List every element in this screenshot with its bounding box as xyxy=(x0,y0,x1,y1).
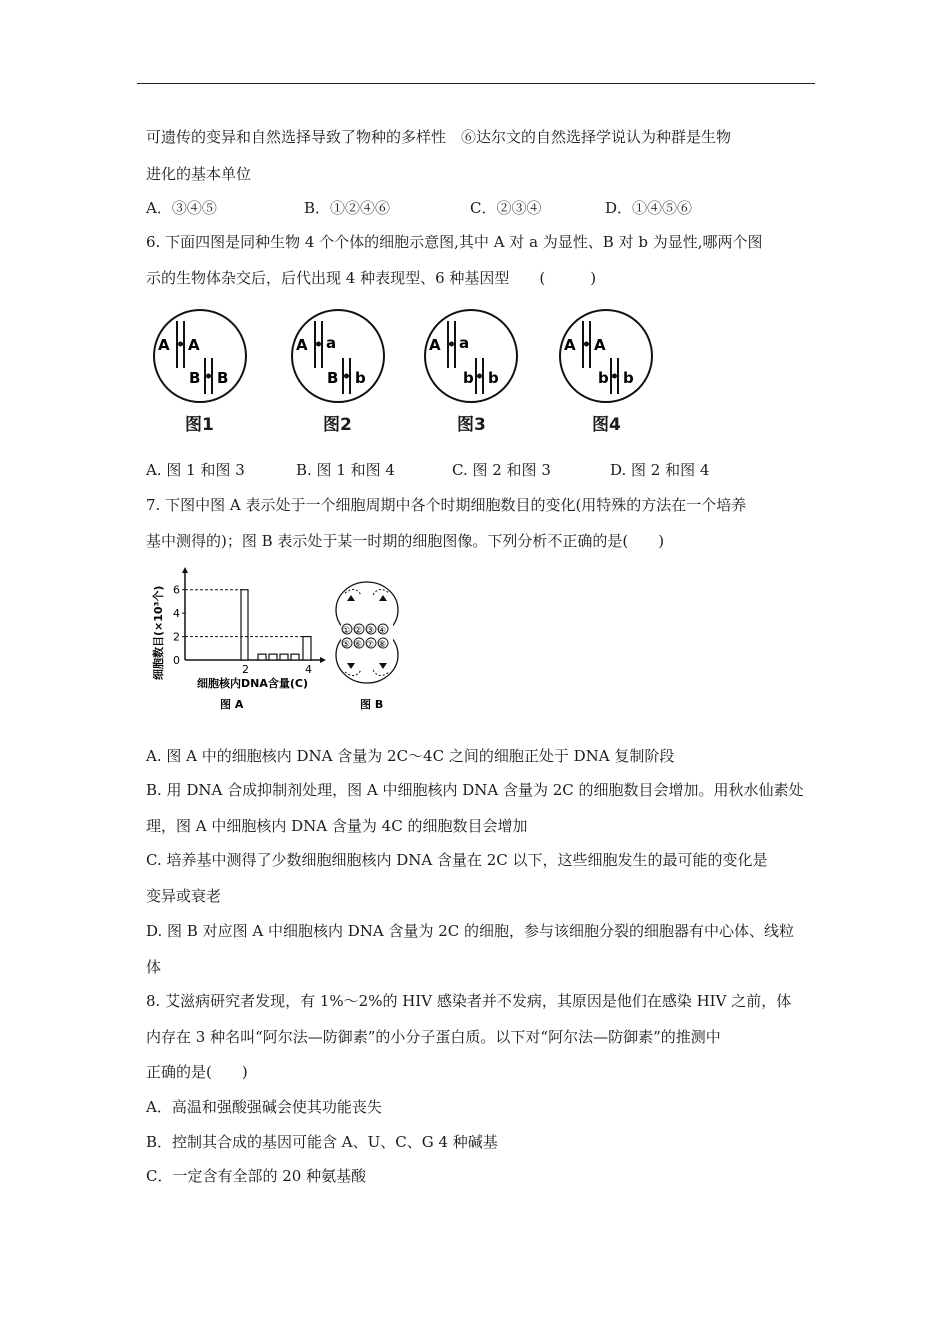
option-a[interactable]: A．③④⑤ xyxy=(146,199,217,217)
cell-number: ⑥ xyxy=(354,640,363,650)
option-d[interactable]: D．①④⑤⑥ xyxy=(605,199,693,217)
figure-b-caption: 图 B xyxy=(360,698,384,711)
figure-caption: 图3 xyxy=(457,415,486,435)
cell-number: ⑦ xyxy=(366,640,375,650)
figure-caption: 图1 xyxy=(185,415,214,435)
q7-option-d[interactable]: D. 图 B 对应图 A 中细胞核内 DNA 含量为 2C 的细胞，参与该细胞分裂的细胞器有中心体、线粒 xyxy=(146,922,795,940)
option-a[interactable]: A. 图 1 和图 3 xyxy=(146,461,245,479)
q6-stem: 6. 下面四图是同种生物 4 个个体的细胞示意图,其中 A 对 a 为显性、B 对 b 为显性,哪两个图 xyxy=(146,233,763,251)
bar-3 xyxy=(280,654,288,660)
q7-option-a[interactable]: A. 图 A 中的细胞核内 DNA 含量为 2C～4C 之间的细胞正处于 DNA 复制阶段 xyxy=(146,747,675,765)
allele-label: b xyxy=(598,369,609,387)
figure-caption: 图2 xyxy=(323,415,352,435)
q7-option-b[interactable]: B. 用 DNA 合成抑制剂处理，图 A 中细胞核内 DNA 含量为 2C 的细胞数目会增加。用秋水仙素处 xyxy=(146,781,804,799)
q7-option-d-cont: 体 xyxy=(146,958,162,976)
allele-label: A xyxy=(296,336,308,354)
cell-number: ② xyxy=(354,626,363,636)
allele-label: a xyxy=(326,334,337,352)
figure-b-cell xyxy=(336,582,398,683)
q7-option-c-cont: 变异或衰老 xyxy=(146,887,222,905)
y-tick-label: 6 xyxy=(173,583,180,597)
cell-diagram-4 xyxy=(556,306,656,406)
q7-option-c[interactable]: C. 培养基中测得了少数细胞细胞核内 DNA 含量在 2C 以下，这些细胞发生的最可能的变化是 xyxy=(146,851,768,869)
option-c[interactable]: C．②③④ xyxy=(470,199,542,217)
bar-1 xyxy=(258,654,266,660)
q8-option-b[interactable]: B．控制其合成的基因可能含 A、U、C、G 4 种碱基 xyxy=(146,1133,498,1151)
q8-stem: 内存在 3 种名叫“阿尔法—防御素”的小分子蛋白质。以下对“阿尔法—防御素”的推测中 xyxy=(146,1028,721,1046)
option-b[interactable]: B．①②④⑥ xyxy=(304,199,391,217)
text-line: 进化的基本单位 xyxy=(146,165,252,183)
figure-a-caption: 图 A xyxy=(220,698,244,711)
figure-caption: 图4 xyxy=(592,415,621,435)
bar-0 xyxy=(241,590,248,660)
y-tick-label: 0 xyxy=(173,654,180,667)
y-axis-label: 细胞数目(×10³个) xyxy=(152,585,165,680)
x-axis-label: 细胞核内DNA含量(C) xyxy=(197,677,308,690)
q6-stem: 示的生物体杂交后，后代出现 4 种表现型、6 种基因型 ( ) xyxy=(146,269,597,287)
figure-a-chart xyxy=(145,565,445,715)
x-tick-label: 4 xyxy=(305,663,312,676)
cell-number: ④ xyxy=(378,626,387,636)
allele-label: a xyxy=(459,334,470,352)
option-c[interactable]: C. 图 2 和图 3 xyxy=(452,461,551,479)
cell-number: ① xyxy=(342,626,351,636)
allele-label: B xyxy=(217,369,229,387)
cell-number: ③ xyxy=(366,626,375,636)
allele-label: B xyxy=(189,369,201,387)
bar-2 xyxy=(269,654,277,660)
option-b[interactable]: B. 图 1 和图 4 xyxy=(296,461,395,479)
option-d[interactable]: D. 图 2 和图 4 xyxy=(610,461,710,479)
y-tick-label: 2 xyxy=(173,630,180,644)
allele-label: A xyxy=(594,336,606,354)
header-rule xyxy=(137,83,815,84)
q7-option-b-cont: 理，图 A 中细胞核内 DNA 含量为 4C 的细胞数目会增加 xyxy=(146,817,528,835)
cell-diagram-1 xyxy=(150,306,250,406)
allele-label: b xyxy=(355,369,366,387)
y-tick-label: 4 xyxy=(173,607,180,621)
bar-4 xyxy=(291,654,299,660)
allele-label: A xyxy=(429,336,441,354)
q7-stem: 7. 下图中图 A 表示处于一个细胞周期中各个时期细胞数目的变化(用特殊的方法在一个培养 xyxy=(146,496,747,514)
cell-number: ⑧ xyxy=(378,640,387,650)
x-tick-label: 2 xyxy=(242,663,249,676)
q8-stem: 正确的是( ) xyxy=(146,1063,248,1081)
cell-number: ⑤ xyxy=(342,640,351,650)
text-line: 可遗传的变异和自然选择导致了物种的多样性 ⑥达尔文的自然选择学说认为种群是生物 xyxy=(146,128,732,146)
allele-label: B xyxy=(327,369,339,387)
cell-diagram-2 xyxy=(288,306,388,406)
q7-stem: 基中测得的)；图 B 表示处于某一时期的细胞图像。下列分析不正确的是( ) xyxy=(146,532,665,550)
cell-diagram-3 xyxy=(421,306,521,406)
allele-label: b xyxy=(488,369,499,387)
allele-label: b xyxy=(623,369,634,387)
allele-label: b xyxy=(463,369,474,387)
allele-label: A xyxy=(158,336,170,354)
allele-label: A xyxy=(188,336,200,354)
allele-label: A xyxy=(564,336,576,354)
q8-stem: 8. 艾滋病研究者发现，有 1%～2%的 HIV 感染者并不发病，其原因是他们在感染 HIV 之前，体 xyxy=(146,992,792,1010)
bar-5 xyxy=(303,637,311,660)
q8-option-a[interactable]: A．高温和强酸强碱会使其功能丧失 xyxy=(146,1098,382,1116)
q8-option-c[interactable]: C．一定含有全部的 20 种氨基酸 xyxy=(146,1167,367,1185)
